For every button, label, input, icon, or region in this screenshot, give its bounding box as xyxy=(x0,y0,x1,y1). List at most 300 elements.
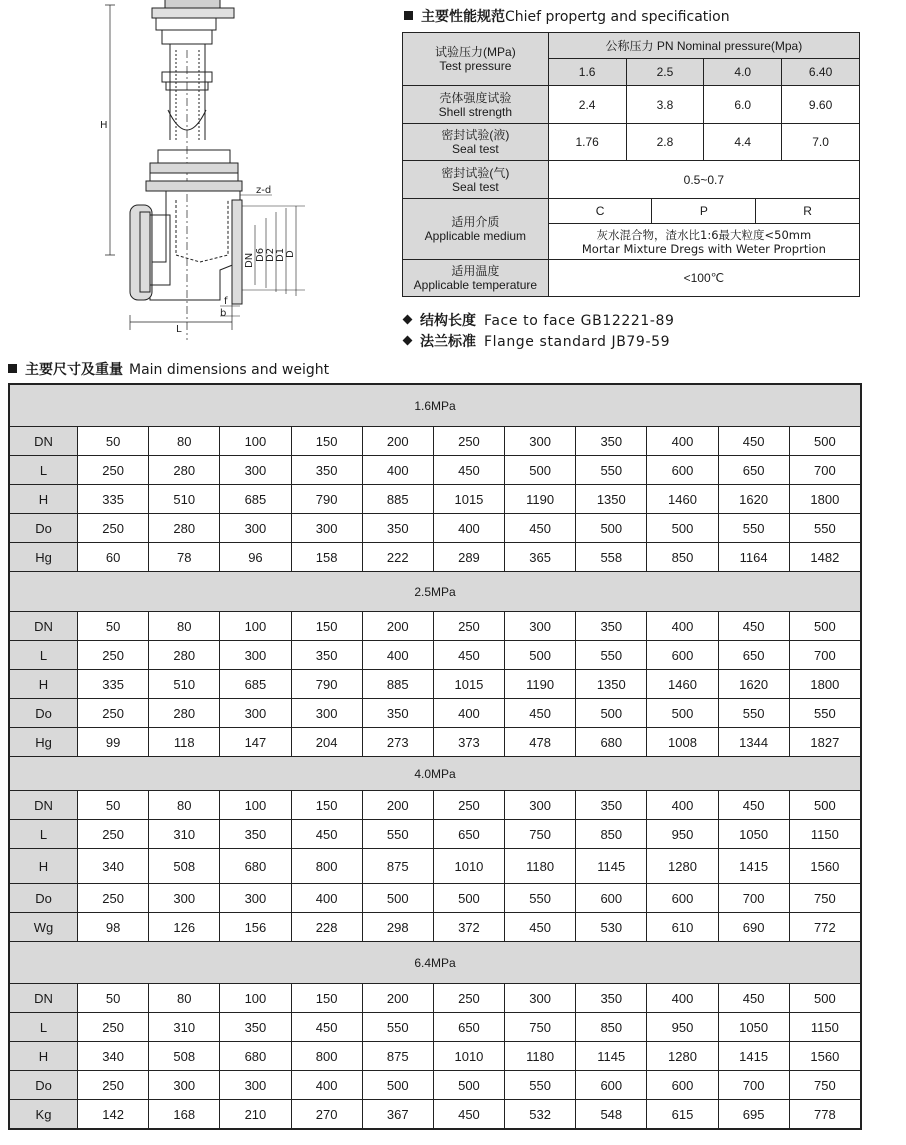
table-cell: 875 xyxy=(362,849,433,884)
table-cell: 340 xyxy=(78,1042,149,1071)
table-cell: 600 xyxy=(647,641,718,670)
dim-label-d1: D1 xyxy=(275,247,286,262)
table-cell: 650 xyxy=(718,456,789,485)
table-cell: 400 xyxy=(647,427,718,456)
table-cell: 600 xyxy=(647,1071,718,1100)
table-cell: 400 xyxy=(291,1071,362,1100)
table-cell: 450 xyxy=(718,612,789,641)
table-cell: 310 xyxy=(149,820,220,849)
dim-label-l: L xyxy=(176,324,182,335)
table-cell: 600 xyxy=(647,884,718,913)
table-cell: 550 xyxy=(789,699,860,728)
nominal-pressure-header: 公称压力 PN Nominal pressure(Mpa) xyxy=(548,33,859,59)
table-cell: 1150 xyxy=(789,820,860,849)
table-cell: 350 xyxy=(220,820,291,849)
table-cell: 750 xyxy=(505,1013,576,1042)
table-cell: 885 xyxy=(362,485,433,514)
table-cell: 850 xyxy=(576,1013,647,1042)
table-row xyxy=(10,728,861,757)
table-cell: 228 xyxy=(291,913,362,942)
table-cell: 610 xyxy=(647,913,718,942)
table-row xyxy=(10,791,861,820)
table-cell: 80 xyxy=(149,427,220,456)
pressure-group-header xyxy=(10,572,861,612)
table-cell: 1010 xyxy=(433,1042,504,1071)
table-cell: 250 xyxy=(433,427,504,456)
table-cell: 700 xyxy=(789,641,860,670)
dim-label-d2: D2 xyxy=(265,247,276,262)
table-cell: 80 xyxy=(149,984,220,1013)
table-cell: 200 xyxy=(362,791,433,820)
table-cell: 790 xyxy=(291,485,362,514)
table-cell: 298 xyxy=(362,913,433,942)
table-cell: 800 xyxy=(291,849,362,884)
table-cell: 695 xyxy=(718,1100,789,1129)
temp-en: Applicable temperature xyxy=(413,278,538,292)
table-cell: 78 xyxy=(149,543,220,572)
table-cell: 1415 xyxy=(718,1042,789,1071)
medium-desc-cn: 灰水混合物，渣水比1:6最大粒度<50mm xyxy=(596,227,812,242)
table-cell: 50 xyxy=(78,612,149,641)
table-cell: 50 xyxy=(78,984,149,1013)
table-cell: 60 xyxy=(78,543,149,572)
table-cell: 510 xyxy=(149,670,220,699)
temp-cn: 适用温度 xyxy=(451,264,500,278)
table-row xyxy=(10,1013,861,1042)
row-label: L xyxy=(10,1013,78,1042)
table-cell: 400 xyxy=(647,612,718,641)
seal-gas-value: 0.5~0.7 xyxy=(548,161,859,199)
table-row xyxy=(10,913,861,942)
table-cell: 1145 xyxy=(576,849,647,884)
table-cell: 400 xyxy=(433,514,504,543)
table-cell: 700 xyxy=(718,884,789,913)
square-bullet-icon xyxy=(404,11,413,20)
table-cell: 500 xyxy=(505,456,576,485)
table-cell: 450 xyxy=(718,984,789,1013)
table-cell: 750 xyxy=(789,884,860,913)
table-cell: 250 xyxy=(78,699,149,728)
pressure-group-label: 2.5MPa xyxy=(10,572,861,612)
table-cell: 500 xyxy=(647,699,718,728)
dimensions-table xyxy=(9,384,861,1129)
table-cell: 1280 xyxy=(647,849,718,884)
table-cell: 300 xyxy=(505,427,576,456)
table-cell: 550 xyxy=(362,1013,433,1042)
table-cell: 508 xyxy=(149,1042,220,1071)
table-cell: 850 xyxy=(647,543,718,572)
dims-title-cn: 主要尺寸及重量 xyxy=(25,362,123,378)
table-cell: 550 xyxy=(576,641,647,670)
table-cell: 350 xyxy=(220,1013,291,1042)
table-cell: 1015 xyxy=(433,670,504,699)
table-cell: 373 xyxy=(433,728,504,757)
table-cell: 280 xyxy=(149,699,220,728)
row-label: Do xyxy=(10,1071,78,1100)
table-cell: 250 xyxy=(78,1071,149,1100)
test-pressure-cn: 试验压力(MPa) xyxy=(435,45,516,59)
table-cell: 690 xyxy=(718,913,789,942)
table-row xyxy=(10,485,861,514)
shell-cn: 壳体强度试验 xyxy=(439,90,512,105)
diamond-bullet-icon xyxy=(403,336,413,346)
table-cell: 500 xyxy=(647,514,718,543)
table-cell: 500 xyxy=(433,1071,504,1100)
table-row xyxy=(10,820,861,849)
dim-label-f: f xyxy=(224,296,228,307)
seal-liquid-value: 2.8 xyxy=(626,124,704,161)
table-cell: 530 xyxy=(576,913,647,942)
table-cell: 550 xyxy=(505,1071,576,1100)
table-cell: 478 xyxy=(505,728,576,757)
table-cell: 250 xyxy=(433,984,504,1013)
table-cell: 500 xyxy=(576,514,647,543)
table-cell: 300 xyxy=(149,1071,220,1100)
table-cell: 700 xyxy=(718,1071,789,1100)
table-cell: 1827 xyxy=(789,728,860,757)
row-label: DN xyxy=(10,791,78,820)
diamond-bullet-icon xyxy=(403,315,413,325)
table-cell: 1180 xyxy=(505,849,576,884)
row-label: DN xyxy=(10,427,78,456)
table-cell: 550 xyxy=(789,514,860,543)
dimensions-table-container xyxy=(8,383,862,1130)
table-cell: 300 xyxy=(220,699,291,728)
table-cell: 156 xyxy=(220,913,291,942)
table-cell: 350 xyxy=(291,641,362,670)
table-cell: 80 xyxy=(149,612,220,641)
table-cell: 1415 xyxy=(718,849,789,884)
row-label: Kg xyxy=(10,1100,78,1129)
table-cell: 750 xyxy=(505,820,576,849)
nominal-value: 2.5 xyxy=(626,59,704,86)
table-cell: 250 xyxy=(78,514,149,543)
table-cell: 790 xyxy=(291,670,362,699)
square-bullet-icon xyxy=(8,364,17,373)
table-row xyxy=(10,984,861,1013)
flange-standard-note xyxy=(404,331,670,351)
table-cell: 1008 xyxy=(647,728,718,757)
row-label: L xyxy=(10,641,78,670)
seal-gas-cn: 密封试验(气) xyxy=(441,165,510,180)
table-cell: 950 xyxy=(647,1013,718,1042)
dims-title-en: Main dimensions and weight xyxy=(129,362,330,378)
table-cell: 1460 xyxy=(647,670,718,699)
table-cell: 300 xyxy=(149,884,220,913)
table-cell: 1150 xyxy=(789,1013,860,1042)
seal-liquid-label xyxy=(403,124,549,161)
table-cell: 550 xyxy=(576,456,647,485)
table-cell: 1145 xyxy=(576,1042,647,1071)
table-cell: 335 xyxy=(78,670,149,699)
table-cell: 300 xyxy=(220,514,291,543)
test-pressure-en: Test pressure xyxy=(439,59,512,73)
table-cell: 150 xyxy=(291,612,362,641)
row-label: Do xyxy=(10,514,78,543)
medium-code: P xyxy=(652,199,756,223)
table-cell: 500 xyxy=(362,884,433,913)
table-cell: 98 xyxy=(78,913,149,942)
table-cell: 500 xyxy=(789,791,860,820)
table-cell: 500 xyxy=(576,699,647,728)
seal-liquid-value: 4.4 xyxy=(704,124,782,161)
table-cell: 500 xyxy=(789,427,860,456)
seal-gas-label xyxy=(403,161,549,199)
seal-gas-en: Seal test xyxy=(452,179,499,194)
table-cell: 450 xyxy=(433,1100,504,1129)
table-cell: 210 xyxy=(220,1100,291,1129)
pressure-group-header xyxy=(10,942,861,984)
table-cell: 142 xyxy=(78,1100,149,1129)
table-cell: 875 xyxy=(362,1042,433,1071)
table-cell: 1620 xyxy=(718,485,789,514)
table-cell: 300 xyxy=(505,791,576,820)
table-cell: 372 xyxy=(433,913,504,942)
row-label: Wg xyxy=(10,913,78,942)
table-cell: 400 xyxy=(291,884,362,913)
table-cell: 500 xyxy=(362,1071,433,1100)
table-cell: 450 xyxy=(505,699,576,728)
table-cell: 1620 xyxy=(718,670,789,699)
table-cell: 532 xyxy=(505,1100,576,1129)
table-cell: 300 xyxy=(220,884,291,913)
nominal-value: 6.40 xyxy=(782,59,860,86)
table-cell: 250 xyxy=(78,820,149,849)
table-cell: 558 xyxy=(576,543,647,572)
shell-value: 9.60 xyxy=(782,86,860,124)
pressure-group-header xyxy=(10,385,861,427)
seal-liquid-en: Seal test xyxy=(452,142,499,156)
table-cell: 400 xyxy=(362,641,433,670)
medium-en: Applicable medium xyxy=(424,229,527,243)
table-cell: 367 xyxy=(362,1100,433,1129)
medium-description xyxy=(548,224,859,260)
table-cell: 300 xyxy=(220,641,291,670)
table-cell: 350 xyxy=(362,514,433,543)
row-label: L xyxy=(10,456,78,485)
valve-drawing xyxy=(90,0,320,340)
row-label: Do xyxy=(10,699,78,728)
table-row xyxy=(10,456,861,485)
table-cell: 1050 xyxy=(718,820,789,849)
table-cell: 350 xyxy=(576,612,647,641)
table-cell: 250 xyxy=(78,456,149,485)
table-row xyxy=(10,670,861,699)
table-cell: 685 xyxy=(220,670,291,699)
table-cell: 600 xyxy=(647,456,718,485)
table-cell: 100 xyxy=(220,612,291,641)
pressure-group-label: 6.4MPa xyxy=(10,942,861,984)
table-cell: 273 xyxy=(362,728,433,757)
table-cell: 600 xyxy=(576,1071,647,1100)
table-cell: 1050 xyxy=(718,1013,789,1042)
table-row xyxy=(10,1042,861,1071)
table-cell: 1010 xyxy=(433,849,504,884)
table-cell: 100 xyxy=(220,984,291,1013)
shell-strength-label xyxy=(403,86,549,124)
table-cell: 1190 xyxy=(505,670,576,699)
table-cell: 550 xyxy=(362,820,433,849)
face-to-face-note xyxy=(404,310,675,330)
table-cell: 300 xyxy=(505,984,576,1013)
table-cell: 1560 xyxy=(789,849,860,884)
table-cell: 350 xyxy=(576,791,647,820)
table-cell: 300 xyxy=(291,514,362,543)
shell-en: Shell strength xyxy=(438,104,513,119)
shell-value: 6.0 xyxy=(704,86,782,124)
table-cell: 850 xyxy=(576,820,647,849)
table-cell: 350 xyxy=(362,699,433,728)
pressure-group-label: 4.0MPa xyxy=(10,757,861,791)
table-cell: 80 xyxy=(149,791,220,820)
table-cell: 168 xyxy=(149,1100,220,1129)
table-cell: 200 xyxy=(362,612,433,641)
pressure-group-label: 1.6MPa xyxy=(10,385,861,427)
table-cell: 650 xyxy=(433,820,504,849)
table-cell: 1800 xyxy=(789,485,860,514)
medium-cn: 适用介质 xyxy=(451,215,500,229)
table-cell: 400 xyxy=(647,984,718,1013)
table-cell: 1190 xyxy=(505,485,576,514)
table-cell: 1344 xyxy=(718,728,789,757)
table-cell: 510 xyxy=(149,485,220,514)
table-cell: 600 xyxy=(576,884,647,913)
table-cell: 310 xyxy=(149,1013,220,1042)
table-cell: 450 xyxy=(505,913,576,942)
table-cell: 550 xyxy=(718,699,789,728)
table-cell: 150 xyxy=(291,427,362,456)
table-cell: 100 xyxy=(220,427,291,456)
nominal-value: 4.0 xyxy=(704,59,782,86)
table-cell: 300 xyxy=(291,699,362,728)
table-cell: 200 xyxy=(362,984,433,1013)
table-cell: 615 xyxy=(647,1100,718,1129)
table-cell: 400 xyxy=(362,456,433,485)
table-cell: 400 xyxy=(647,791,718,820)
medium-label xyxy=(403,199,549,260)
table-cell: 289 xyxy=(433,543,504,572)
table-cell: 350 xyxy=(291,456,362,485)
nominal-value: 1.6 xyxy=(548,59,626,86)
seal-liquid-value: 1.76 xyxy=(548,124,626,161)
row-label: L xyxy=(10,820,78,849)
table-cell: 500 xyxy=(789,984,860,1013)
table-cell: 250 xyxy=(433,612,504,641)
table-cell: 885 xyxy=(362,670,433,699)
table-cell: 750 xyxy=(789,1071,860,1100)
dims-section-title xyxy=(8,359,329,379)
table-cell: 147 xyxy=(220,728,291,757)
table-cell: 100 xyxy=(220,791,291,820)
dim-label-h: H xyxy=(100,120,108,131)
row-label: Do xyxy=(10,884,78,913)
table-cell: 685 xyxy=(220,485,291,514)
medium-code: C xyxy=(549,199,653,223)
table-cell: 250 xyxy=(78,641,149,670)
table-row xyxy=(10,612,861,641)
table-cell: 550 xyxy=(505,884,576,913)
table-cell: 950 xyxy=(647,820,718,849)
note-en: Flange standard JB79-59 xyxy=(484,334,671,350)
table-row xyxy=(10,849,861,884)
table-cell: 680 xyxy=(220,1042,291,1071)
row-label: H xyxy=(10,849,78,884)
table-cell: 365 xyxy=(505,543,576,572)
table-cell: 200 xyxy=(362,427,433,456)
table-cell: 450 xyxy=(291,1013,362,1042)
table-row xyxy=(10,514,861,543)
spec-table xyxy=(402,32,860,297)
table-cell: 99 xyxy=(78,728,149,757)
table-cell: 1560 xyxy=(789,1042,860,1071)
table-cell: 1460 xyxy=(647,485,718,514)
table-cell: 300 xyxy=(220,456,291,485)
table-cell: 1180 xyxy=(505,1042,576,1071)
spec-title-cn: 主要性能规范 xyxy=(421,9,505,25)
table-row xyxy=(10,1071,861,1100)
table-cell: 340 xyxy=(78,849,149,884)
table-cell: 250 xyxy=(78,884,149,913)
table-row xyxy=(10,641,861,670)
table-cell: 126 xyxy=(149,913,220,942)
temperature-label xyxy=(403,260,549,297)
spec-section-title xyxy=(404,6,730,26)
table-cell: 50 xyxy=(78,427,149,456)
table-cell: 508 xyxy=(149,849,220,884)
row-label: H xyxy=(10,1042,78,1071)
dim-label-d: D xyxy=(285,250,296,258)
table-cell: 450 xyxy=(433,641,504,670)
medium-desc-en: Mortar Mixture Dregs with Weter Proprtion xyxy=(581,241,826,256)
table-cell: 250 xyxy=(78,1013,149,1042)
table-cell: 50 xyxy=(78,791,149,820)
test-pressure-header xyxy=(403,33,549,86)
note-cn: 法兰标准 xyxy=(420,334,476,350)
pressure-group-header xyxy=(10,757,861,791)
table-cell: 400 xyxy=(433,699,504,728)
table-cell: 1280 xyxy=(647,1042,718,1071)
table-cell: 650 xyxy=(433,1013,504,1042)
table-cell: 680 xyxy=(220,849,291,884)
table-cell: 270 xyxy=(291,1100,362,1129)
seal-liquid-cn: 密封试验(液) xyxy=(441,128,510,142)
table-cell: 300 xyxy=(505,612,576,641)
table-cell: 150 xyxy=(291,791,362,820)
dim-label-zd: z-d xyxy=(256,185,272,196)
table-row xyxy=(10,1100,861,1129)
table-cell: 550 xyxy=(718,514,789,543)
dim-label-b: b xyxy=(220,308,227,319)
table-cell: 158 xyxy=(291,543,362,572)
table-cell: 548 xyxy=(576,1100,647,1129)
table-cell: 778 xyxy=(789,1100,860,1129)
table-cell: 204 xyxy=(291,728,362,757)
table-cell: 680 xyxy=(576,728,647,757)
seal-liquid-value: 7.0 xyxy=(782,124,860,161)
spec-title-en: Chief propertg and specification xyxy=(505,9,730,25)
table-cell: 700 xyxy=(789,456,860,485)
shell-value: 2.4 xyxy=(548,86,626,124)
row-label: H xyxy=(10,670,78,699)
row-label: DN xyxy=(10,612,78,641)
table-cell: 500 xyxy=(789,612,860,641)
table-cell: 118 xyxy=(149,728,220,757)
table-cell: 335 xyxy=(78,485,149,514)
row-label: DN xyxy=(10,984,78,1013)
table-cell: 650 xyxy=(718,641,789,670)
dim-label-dn: DN xyxy=(244,252,255,268)
row-label: Hg xyxy=(10,728,78,757)
